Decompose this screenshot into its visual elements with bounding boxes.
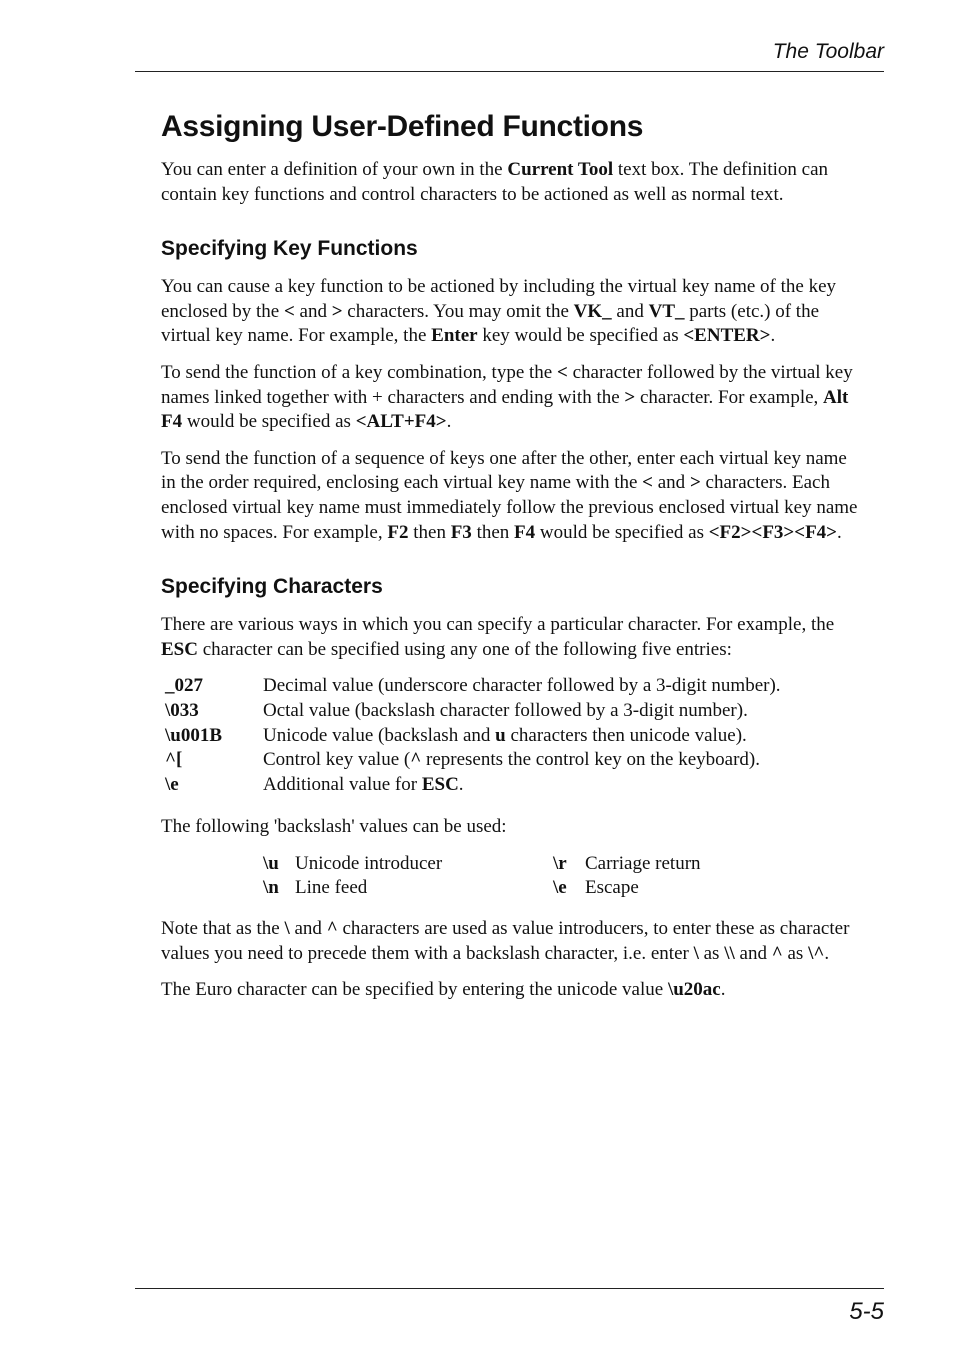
- entry-code: \033: [165, 699, 199, 721]
- bold-term: Enter: [431, 325, 478, 347]
- bold-term: F3: [450, 521, 472, 543]
- running-header: The Toolbar: [772, 40, 884, 63]
- table-row: [165, 773, 781, 798]
- bold-term: \\: [724, 942, 735, 964]
- bold-term: \: [284, 918, 290, 940]
- entry-code: \e: [165, 773, 179, 795]
- bold-term: ^: [326, 918, 338, 940]
- text: characters. You may omit the: [342, 300, 574, 322]
- text: as: [698, 942, 725, 964]
- bold-term: <: [557, 361, 568, 383]
- backslash-intro: The following 'backslash' values can be used:: [161, 816, 507, 838]
- backslash-code: \e: [553, 877, 567, 899]
- entry-code: \u001B: [165, 724, 223, 746]
- key-functions-paragraph-1: [161, 275, 866, 349]
- text: and: [653, 472, 690, 494]
- text: parts (etc.) of the virtual key name. For example, the: [161, 300, 820, 347]
- text: Control key value (: [263, 749, 411, 771]
- bold-term: >: [331, 300, 343, 322]
- bold-term: F2: [387, 521, 409, 543]
- text: would be specified as: [182, 411, 356, 433]
- bold-term: >: [624, 386, 636, 408]
- esc-entries-table: [165, 674, 781, 797]
- text: characters are used as value introducers, to enter these as character values you need to precede them with a backslash character, i.e. enter: [161, 918, 850, 964]
- text: character can be specified using any one of the following five entries:: [197, 638, 732, 660]
- text: and: [734, 942, 772, 964]
- entry-description: [263, 773, 781, 798]
- bold-term: VK_: [573, 300, 612, 322]
- bold-term: VT_: [648, 300, 685, 322]
- key-functions-paragraph-3: [161, 447, 866, 545]
- text: Note that as the: [161, 918, 285, 940]
- text: characters. Each enclosed virtual key name must immediately follow the previous enclosed virtual key name with no spaces. For example,: [161, 472, 858, 543]
- table-row: [165, 674, 781, 699]
- text: key would be specified as: [477, 325, 684, 347]
- bold-term: <F2><F3><F4>: [708, 521, 838, 543]
- table-row: [165, 724, 781, 749]
- text: would be specified as: [535, 521, 709, 543]
- backslash-description: Line feed: [295, 877, 368, 899]
- entry-description: Octal value (backslash character followed by a 3-digit number).: [263, 699, 748, 721]
- text: and: [611, 300, 649, 322]
- page-number: 5-5: [849, 1298, 884, 1325]
- text: Additional value for: [263, 773, 422, 795]
- bold-term: ^: [410, 749, 422, 771]
- text: .: [770, 325, 776, 347]
- text: .: [837, 521, 842, 543]
- text: The Euro character can be specified by entering the unicode value: [161, 979, 668, 1001]
- text: .: [720, 979, 726, 1001]
- table-row: [165, 699, 781, 724]
- table-row: [263, 876, 701, 901]
- bold-term: <: [283, 300, 295, 322]
- table-row: [263, 852, 701, 877]
- key-functions-paragraph-2: [161, 361, 866, 435]
- text: as: [782, 942, 809, 964]
- text: characters then unicode value).: [505, 724, 747, 746]
- bold-term: Alt F4: [161, 386, 849, 433]
- bold-term: <ALT+F4>: [355, 411, 447, 433]
- text: To send the function of a key combination, type the: [161, 361, 557, 383]
- text: then: [408, 521, 451, 543]
- characters-paragraph-1: [161, 613, 866, 662]
- backslash-code: \u: [263, 852, 279, 874]
- text: character followed by the virtual key names linked together with + characters and ending with the: [161, 361, 853, 408]
- text: Unicode value (backslash and: [263, 724, 496, 746]
- bold-term: <: [642, 472, 653, 494]
- bold-term: >: [689, 472, 701, 494]
- text: To send the function of a sequence of keys one after the other, enter each virtual key name in the order required, enclosing each virtual key name with the: [161, 447, 847, 494]
- bold-term: ^: [771, 942, 783, 964]
- text: text box. The definition can contain key functions and control characters to be actioned as well as normal text.: [161, 159, 829, 205]
- note-paragraph: [161, 917, 866, 966]
- entry-description: Decimal value (underscore character followed by a 3-digit number).: [263, 675, 781, 697]
- text: .: [824, 942, 830, 964]
- euro-paragraph: [161, 978, 866, 1003]
- page-content: [161, 110, 866, 1015]
- text: You can enter a definition of your own in the: [161, 159, 508, 180]
- entry-description: [263, 724, 781, 749]
- footer-divider: [135, 1288, 884, 1289]
- bold-term: ESC: [161, 638, 198, 660]
- text: character. For example,: [635, 386, 824, 408]
- backslash-values-table: [263, 852, 701, 901]
- section-title: Assigning User-Defined Functions: [161, 110, 644, 143]
- bold-term: <ENTER>: [683, 325, 771, 347]
- bold-term: ESC: [421, 773, 459, 795]
- text: represents the control key on the keyboard).: [421, 749, 760, 771]
- bold-term: F4: [514, 521, 536, 543]
- text: .: [446, 411, 452, 433]
- bold-term: \: [693, 942, 699, 964]
- text: There are various ways in which you can specify a particular character. For example, the: [161, 614, 835, 636]
- bold-term: u: [495, 724, 506, 746]
- entry-code: ^[: [165, 749, 183, 771]
- backslash-code: \r: [553, 852, 567, 874]
- key-functions-heading: Specifying Key Functions: [161, 237, 418, 261]
- table-row: [165, 748, 781, 773]
- text: .: [458, 773, 464, 795]
- bold-term: \^: [808, 942, 825, 964]
- backslash-description: Unicode introducer: [295, 852, 443, 874]
- backslash-description: Carriage return: [585, 852, 701, 874]
- backslash-code: \n: [263, 877, 279, 899]
- bold-term: Current Tool: [507, 159, 614, 180]
- header-divider: [135, 71, 884, 72]
- text: and: [294, 300, 332, 322]
- entry-description: [263, 748, 781, 773]
- bold-term: \u20ac: [667, 979, 721, 1001]
- characters-heading: Specifying Characters: [161, 575, 383, 599]
- intro-paragraph: [161, 158, 866, 207]
- entry-code: _027: [165, 675, 203, 697]
- text: You can cause a key function to be actioned by including the virtual key name of the key enclosed by the: [161, 276, 837, 322]
- text: then: [471, 521, 515, 543]
- backslash-description: Escape: [585, 877, 639, 899]
- text: and: [289, 918, 327, 940]
